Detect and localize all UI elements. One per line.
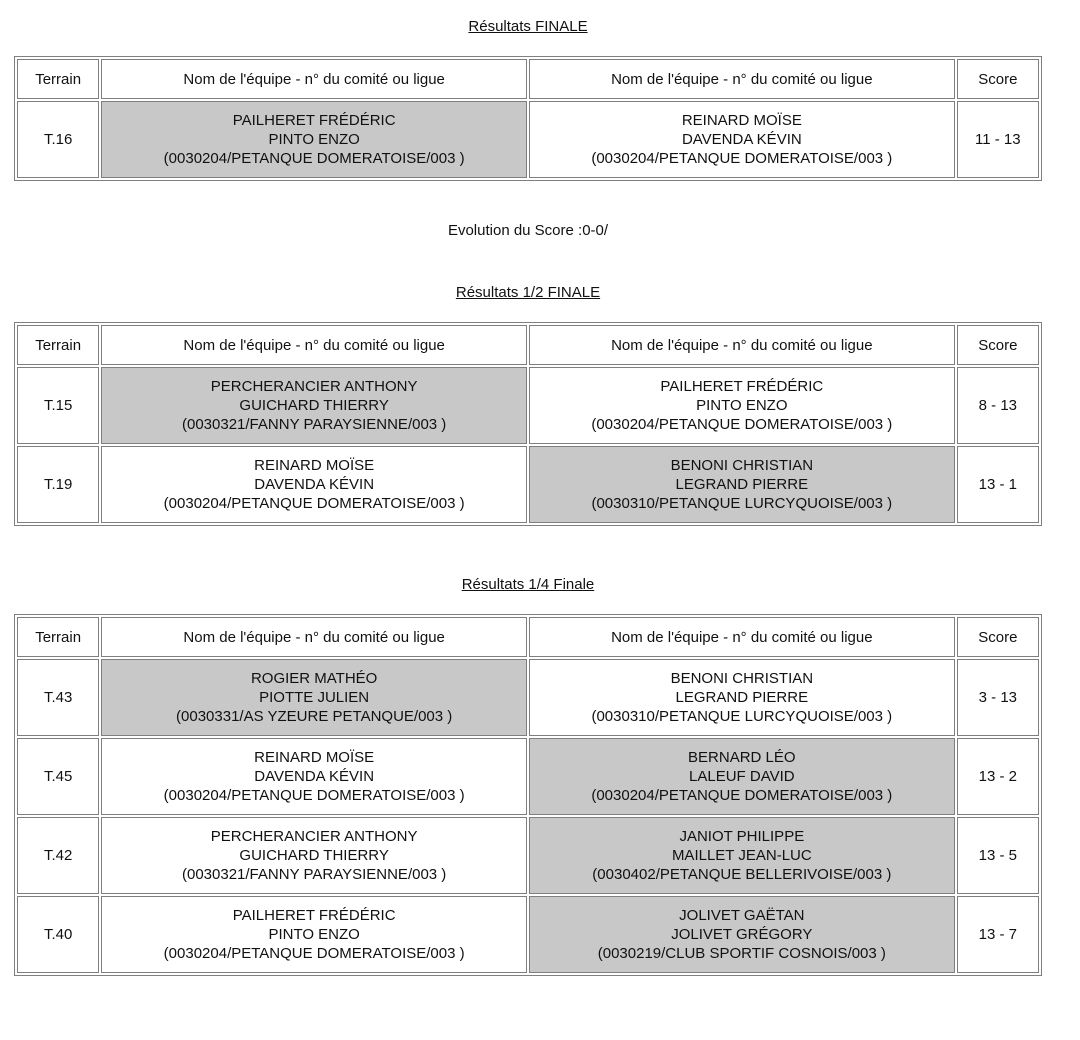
player-name: DAVENDA KÉVIN: [254, 476, 375, 493]
team-header: Nom de l'équipe - n° du comité ou ligue: [101, 617, 527, 657]
player-name: LEGRAND PIERRE: [675, 689, 809, 706]
quarter-final-table: [14, 614, 1042, 976]
table-row: [17, 738, 1039, 815]
team1-cell: [101, 659, 527, 736]
score-header: Score: [957, 59, 1039, 99]
club-info: (0030331/AS YZEURE PETANQUE/003 ): [176, 708, 453, 725]
team2-cell: [529, 367, 955, 444]
terrain-header: Terrain: [17, 617, 99, 657]
player-name: LALEUF DAVID: [689, 768, 795, 785]
club-info: (0030219/CLUB SPORTIF COSNOIS/003 ): [597, 945, 886, 962]
player-name: PAILHERET FRÉDÉRIC: [232, 112, 396, 129]
terrain-cell: T.45: [17, 738, 99, 815]
club-info: (0030310/PETANQUE LURCYQUOISE/003 ): [591, 708, 893, 725]
terrain-cell: T.16: [17, 101, 99, 178]
score-cell: 13 - 5: [957, 817, 1039, 894]
semi-final-table: [14, 322, 1042, 526]
terrain-cell: T.15: [17, 367, 99, 444]
team-header: Nom de l'équipe - n° du comité ou ligue: [101, 59, 527, 99]
player-name: MAILLET JEAN-LUC: [671, 847, 812, 864]
player-name: PINTO ENZO: [696, 397, 788, 414]
player-name: BENONI CHRISTIAN: [670, 457, 814, 474]
player-name: BENONI CHRISTIAN: [670, 670, 814, 687]
team1-cell: [101, 896, 527, 973]
finale-table: [14, 56, 1042, 181]
header-row: [17, 325, 1039, 365]
player-name: BERNARD LÉO: [688, 749, 796, 766]
club-info: (0030321/FANNY PARAYSIENNE/003 ): [182, 866, 447, 883]
table-row: [17, 659, 1039, 736]
header-row: [17, 617, 1039, 657]
team-header: Nom de l'équipe - n° du comité ou ligue: [529, 325, 955, 365]
club-info: (0030204/PETANQUE DOMERATOISE/003 ): [591, 787, 893, 804]
team1-cell: [101, 738, 527, 815]
club-info: (0030204/PETANQUE DOMERATOISE/003 ): [163, 787, 465, 804]
score-evolution: Evolution du Score :0-0/: [447, 222, 609, 239]
team2-cell: [529, 817, 955, 894]
team2-cell: [529, 896, 955, 973]
player-name: PAILHERET FRÉDÉRIC: [660, 378, 824, 395]
team-header: Nom de l'équipe - n° du comité ou ligue: [529, 617, 955, 657]
terrain-cell: T.43: [17, 659, 99, 736]
player-name: LEGRAND PIERRE: [675, 476, 809, 493]
finale-title: Résultats FINALE: [468, 18, 588, 35]
score-cell: 13 - 7: [957, 896, 1039, 973]
player-name: JANIOT PHILIPPE: [679, 828, 805, 845]
score-header: Score: [957, 617, 1039, 657]
player-name: PAILHERET FRÉDÉRIC: [232, 907, 396, 924]
table-row: [17, 101, 1039, 178]
player-name: PINTO ENZO: [268, 131, 360, 148]
team1-cell: [101, 101, 527, 178]
player-name: GUICHARD THIERRY: [239, 397, 389, 414]
player-name: REINARD MOÏSE: [254, 457, 375, 474]
player-name: PERCHERANCIER ANTHONY: [210, 828, 418, 845]
player-name: PERCHERANCIER ANTHONY: [210, 378, 418, 395]
club-info: (0030402/PETANQUE BELLERIVOISE/003 ): [592, 866, 892, 883]
team1-cell: [101, 446, 527, 523]
player-name: JOLIVET GAËTAN: [679, 907, 805, 924]
terrain-cell: T.19: [17, 446, 99, 523]
team2-cell: [529, 446, 955, 523]
club-info: (0030204/PETANQUE DOMERATOISE/003 ): [163, 495, 465, 512]
player-name: REINARD MOÏSE: [254, 749, 375, 766]
terrain-header: Terrain: [17, 59, 99, 99]
score-cell: 13 - 1: [957, 446, 1039, 523]
club-info: (0030204/PETANQUE DOMERATOISE/003 ): [591, 416, 893, 433]
club-info: (0030204/PETANQUE DOMERATOISE/003 ): [163, 945, 465, 962]
player-name: DAVENDA KÉVIN: [681, 131, 802, 148]
table-row: [17, 896, 1039, 973]
score-cell: 13 - 2: [957, 738, 1039, 815]
team-header: Nom de l'équipe - n° du comité ou ligue: [529, 59, 955, 99]
score-cell: 8 - 13: [957, 367, 1039, 444]
terrain-cell: T.42: [17, 817, 99, 894]
score-cell: 11 - 13: [957, 101, 1039, 178]
player-name: GUICHARD THIERRY: [239, 847, 389, 864]
team2-cell: [529, 738, 955, 815]
team-header: Nom de l'équipe - n° du comité ou ligue: [101, 325, 527, 365]
player-name: REINARD MOÏSE: [681, 112, 802, 129]
semi-final-title: Résultats 1/2 FINALE: [455, 284, 601, 301]
club-info: (0030321/FANNY PARAYSIENNE/003 ): [182, 416, 447, 433]
player-name: PIOTTE JULIEN: [259, 689, 370, 706]
table-row: [17, 446, 1039, 523]
club-info: (0030204/PETANQUE DOMERATOISE/003 ): [591, 150, 893, 167]
table-row: [17, 817, 1039, 894]
header-row: [17, 59, 1039, 99]
player-name: ROGIER MATHÉO: [250, 670, 378, 687]
player-name: PINTO ENZO: [268, 926, 360, 943]
player-name: JOLIVET GRÉGORY: [671, 926, 813, 943]
team1-cell: [101, 367, 527, 444]
score-header: Score: [957, 325, 1039, 365]
terrain-cell: T.40: [17, 896, 99, 973]
team1-cell: [101, 817, 527, 894]
terrain-header: Terrain: [17, 325, 99, 365]
team2-cell: [529, 659, 955, 736]
quarter-final-title: Résultats 1/4 Finale: [461, 576, 595, 593]
player-name: DAVENDA KÉVIN: [254, 768, 375, 785]
team2-cell: [529, 101, 955, 178]
score-cell: 3 - 13: [957, 659, 1039, 736]
club-info: (0030204/PETANQUE DOMERATOISE/003 ): [163, 150, 465, 167]
club-info: (0030310/PETANQUE LURCYQUOISE/003 ): [591, 495, 893, 512]
table-row: [17, 367, 1039, 444]
